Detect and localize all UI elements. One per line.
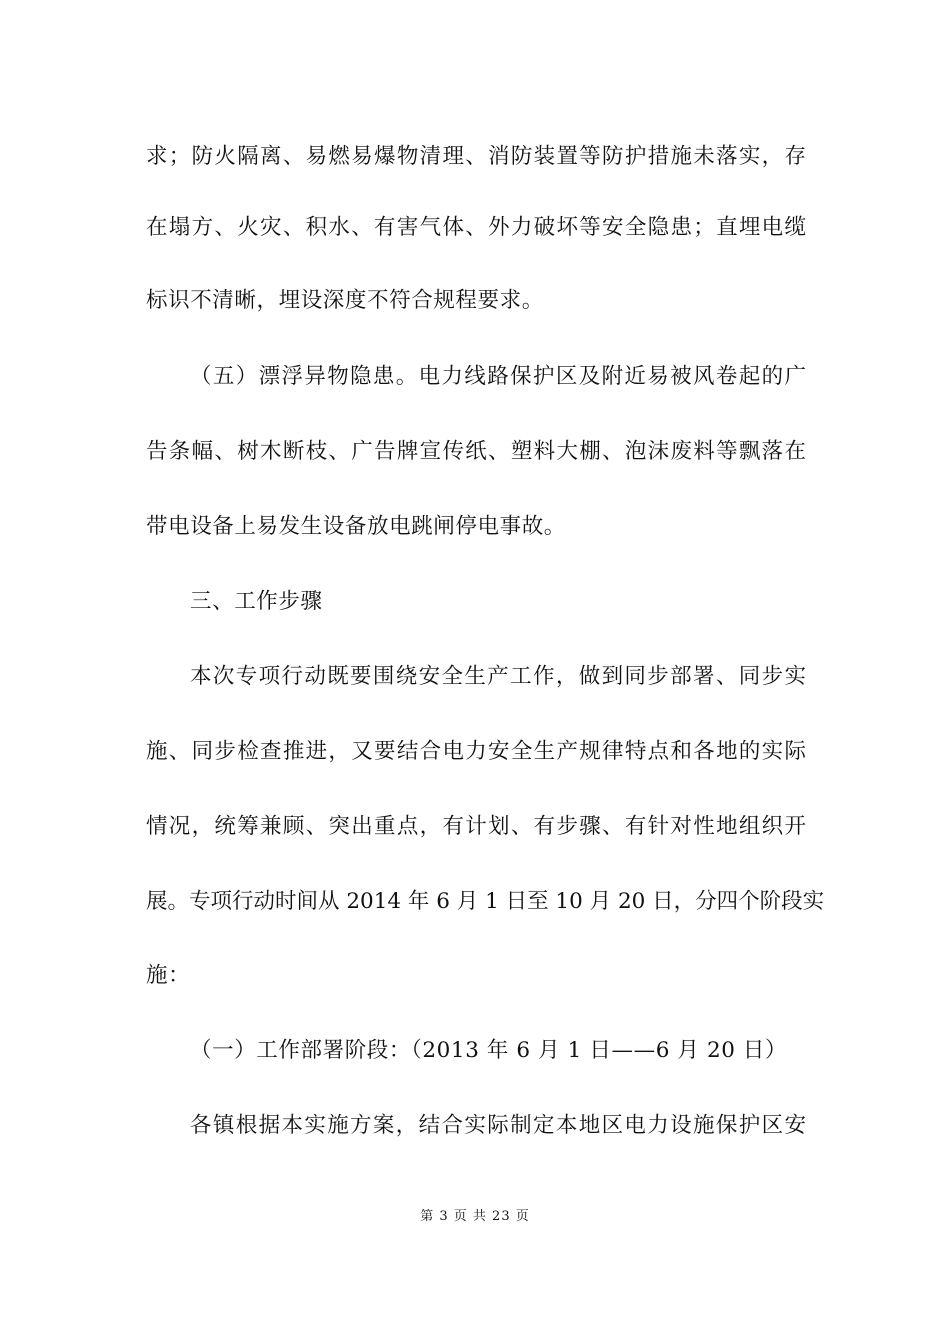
subsection-heading: （一）工作部署阶段：（2013 年 6 月 1 日——6 月 20 日） <box>190 1038 788 1063</box>
paragraph-line: 施： <box>146 963 191 988</box>
paragraph-line: 各镇根据本实施方案，结合实际制定本地区电力设施保护区安 <box>190 1113 806 1138</box>
paragraph-line: 施、同步检查推进，又要结合电力安全生产规律特点和各地的实际 <box>146 739 806 764</box>
paragraph-line: 本次专项行动既要围绕安全生产工作，做到同步部署、同步实 <box>190 664 806 689</box>
paragraph-line: 在塌方、火灾、积水、有害气体、外力破坏等安全隐患；直埋电缆 <box>146 215 806 240</box>
paragraph-line: 带电设备上易发生设备放电跳闸停电事故。 <box>146 514 566 539</box>
paragraph-line: 展。专项行动时间从 2014 年 6 月 1 日至 10 月 20 日，分四个阶段实 <box>146 889 825 914</box>
paragraph-line: 情况，统筹兼顾、突出重点，有计划、有步骤、有针对性地组织开 <box>146 814 806 839</box>
paragraph-line: （五）漂浮异物隐患。电力线路保护区及附近易被风卷起的广 <box>190 364 806 389</box>
page-number-footer: 第 3 页 共 23 页 <box>420 1209 530 1224</box>
section-heading: 三、工作步骤 <box>190 589 323 614</box>
paragraph-line: 告条幅、树木断枝、广告牌宣传纸、塑料大棚、泡沫废料等飘落在 <box>146 439 806 464</box>
paragraph-line: 标识不清晰，埋设深度不符合规程要求。 <box>146 288 544 313</box>
paragraph-line: 求；防火隔离、易燃易爆物清理、消防装置等防护措施未落实，存 <box>146 144 806 169</box>
